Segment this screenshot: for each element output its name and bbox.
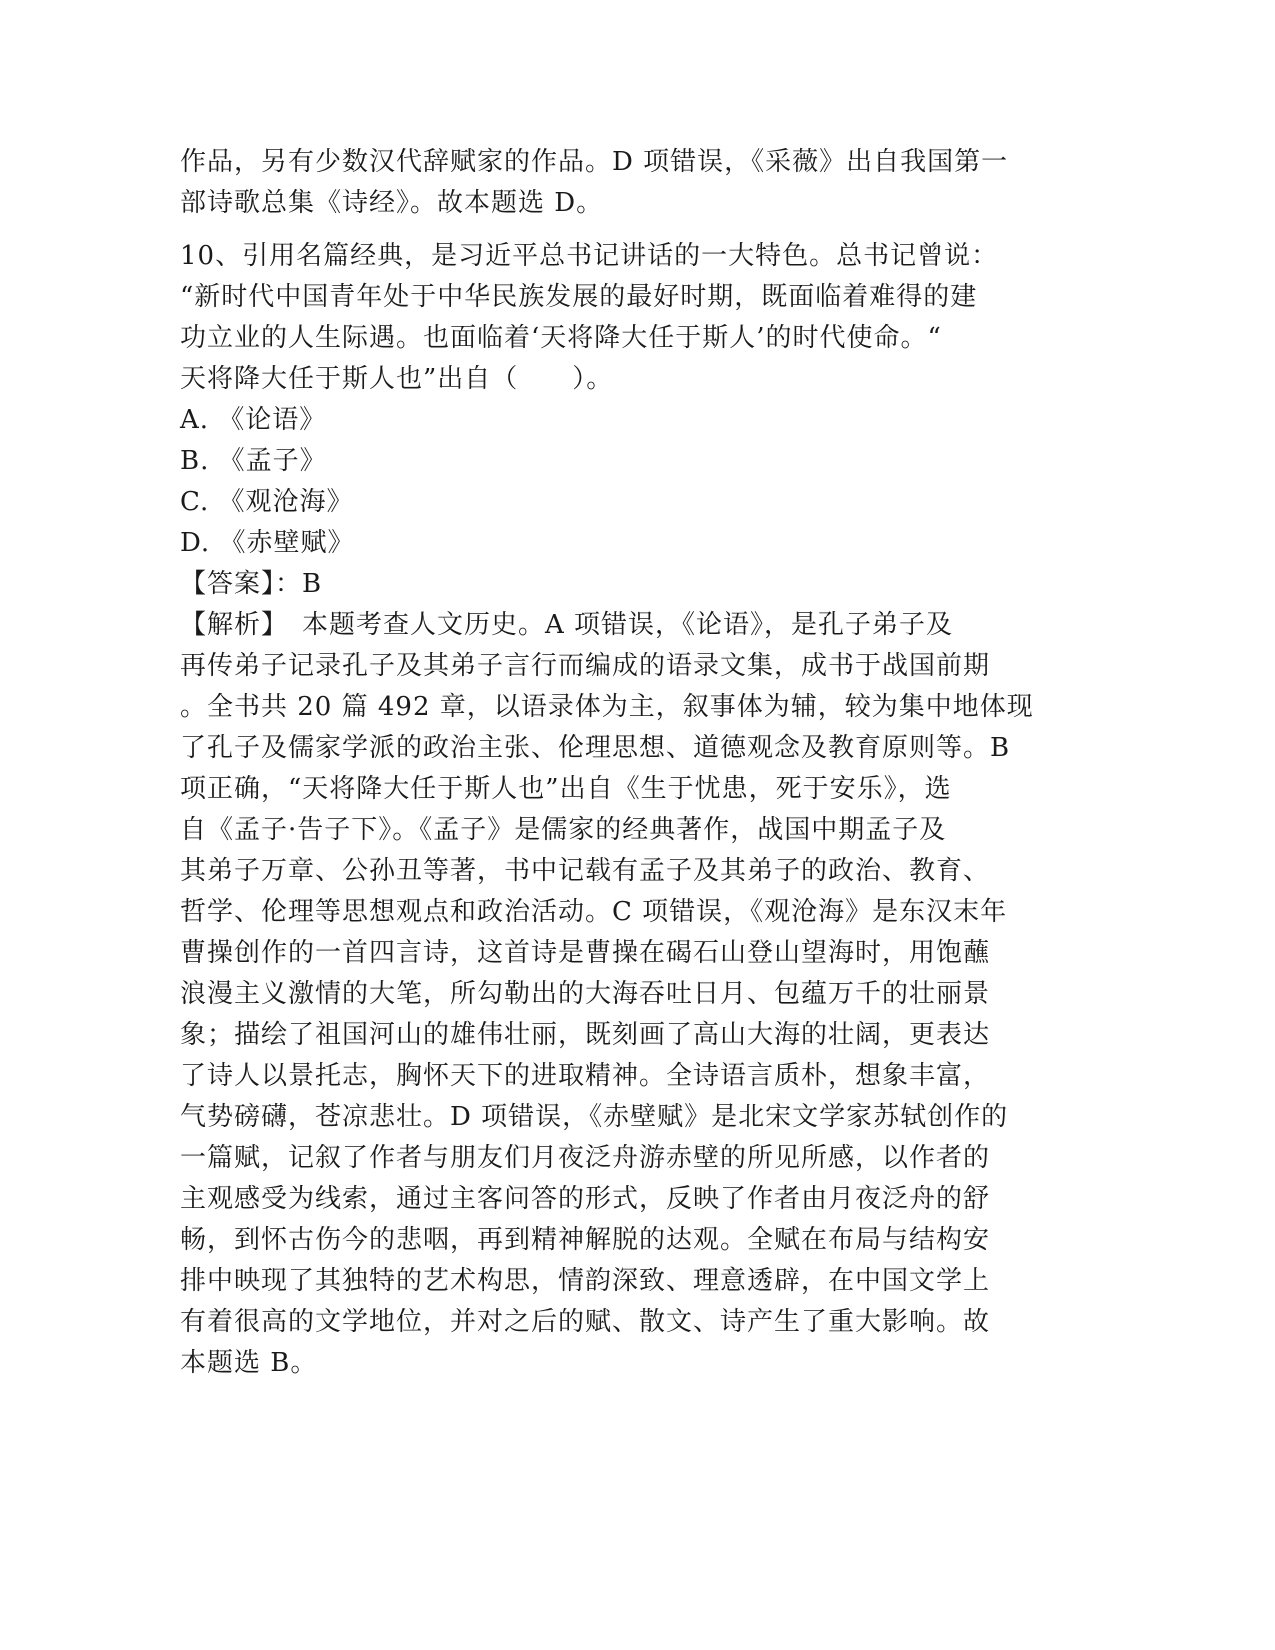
text-line: 浪漫主义激情的大笔，所勾勒出的大海吞吐日月、包蕴万千的壮丽景	[180, 979, 991, 1009]
text-line: “新时代中国青年处于中华民族发展的最好时期，既面临着难得的建	[180, 282, 978, 312]
text-line: 其弟子万章、公孙丑等著，书中记载有孟子及其弟子的政治、教育、	[180, 856, 991, 886]
previous-explanation	[180, 142, 1040, 224]
question-options	[180, 400, 1040, 564]
text-line: 功立业的人生际遇。也面临着‘天将降大任于斯人’的时代使命。“	[180, 323, 942, 353]
text-line: 项正确，“天将降大任于斯人也”出自《生于忧患，死于安乐》，选	[180, 774, 952, 804]
text-line: 【解析】 本题考查人文历史。A 项错误，《论语》，是孔子弟子及	[180, 610, 954, 640]
text-line: 了诗人以景托志，胸怀天下的进取精神。全诗语言质朴，想象丰富，	[180, 1061, 991, 1091]
text-line: 曹操创作的一首四言诗，这首诗是曹操在碣石山登山望海时，用饱蘸	[180, 938, 991, 968]
document-page	[180, 142, 1040, 1384]
text-line: 作品，另有少数汉代辞赋家的作品。D 项错误，《采薇》出自我国第一	[180, 147, 1009, 177]
text-line: 。全书共 20 篇 492 章，以语录体为主，叙事体为辅，较为集中地体现	[180, 692, 1034, 722]
text-line: 再传弟子记录孔子及其弟子言行而编成的语录文集，成书于战国前期	[180, 651, 991, 681]
analysis	[180, 605, 1040, 1384]
text-line: 排中映现了其独特的艺术构思，情韵深致、理意透辟，在中国文学上	[180, 1266, 991, 1296]
option-d: D. 《赤壁赋》	[180, 528, 355, 558]
text-line: 气势磅礴，苍凉悲壮。D 项错误，《赤壁赋》是北宋文学家苏轼创作的	[180, 1102, 1009, 1132]
text-line: 象；描绘了祖国河山的雄伟壮丽，既刻画了高山大海的壮阔，更表达	[180, 1020, 991, 1050]
text-line: 自《孟子·告子下》。《孟子》是儒家的经典著作，战国中期孟子及	[180, 815, 947, 845]
text-line: 本题选 B。	[180, 1348, 318, 1378]
text-line: 畅，到怀古伤今的悲咽，再到精神解脱的达观。全赋在布局与结构安	[180, 1225, 991, 1255]
text-line: 哲学、伦理等思想观点和政治活动。C 项错误，《观沧海》是东汉末年	[180, 897, 1008, 927]
text-line: 天将降大任于斯人也”出自（ ）。	[180, 364, 614, 394]
option-b: B. 《孟子》	[180, 446, 327, 476]
text-line: 有着很高的文学地位，并对之后的赋、散文、诗产生了重大影响。故	[180, 1307, 991, 1337]
text-line: 部诗歌总集《诗经》。故本题选 D。	[180, 188, 604, 218]
text-line: 10、引用名篇经典，是习近平总书记讲话的一大特色。总书记曾说：	[180, 241, 999, 271]
text-line: 主观感受为线索，通过主客问答的形式，反映了作者由月夜泛舟的舒	[180, 1184, 991, 1214]
answer-line: 【答案】：B	[180, 569, 323, 599]
text-line: 了孔子及儒家学派的政治主张、伦理思想、道德观念及教育原则等。B	[180, 733, 1011, 763]
question-10	[180, 236, 1040, 1384]
question-stem	[180, 236, 1040, 400]
option-c: C. 《观沧海》	[180, 487, 354, 517]
option-a: A. 《论语》	[180, 405, 327, 435]
text-line: 一篇赋，记叙了作者与朋友们月夜泛舟游赤壁的所见所感，以作者的	[180, 1143, 991, 1173]
